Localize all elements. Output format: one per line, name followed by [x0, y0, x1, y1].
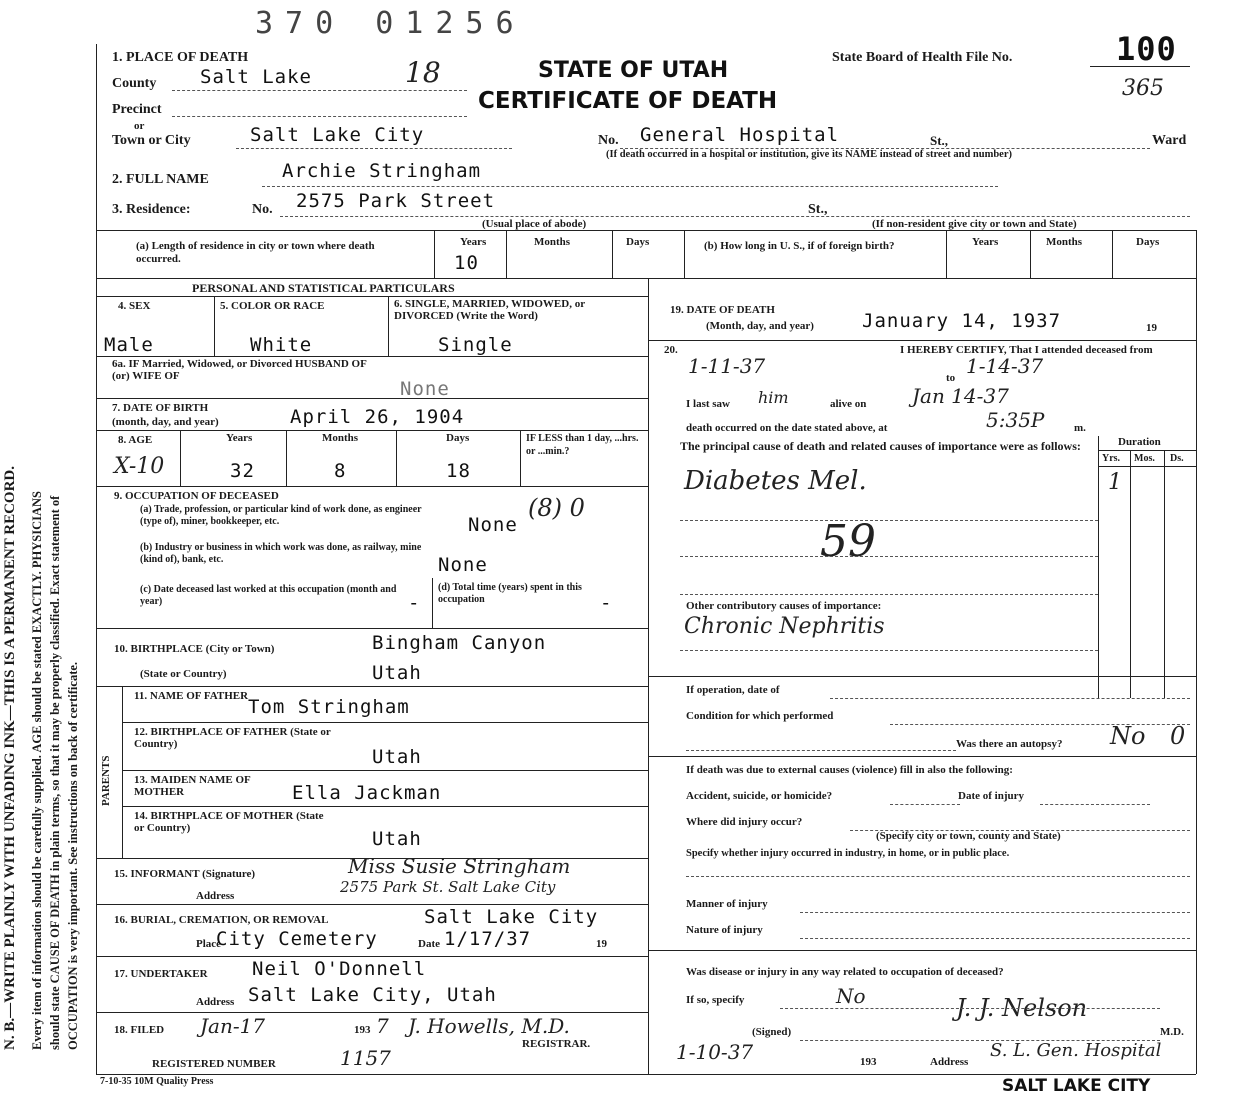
autopsy-code: 0 — [1170, 722, 1186, 750]
county-code: 18 — [405, 56, 441, 89]
certify-number: 20. — [664, 344, 678, 356]
last-saw-who: him — [758, 388, 789, 407]
death-year-prefix: 19 — [1146, 322, 1157, 334]
registered-number-value: 1157 — [340, 1046, 391, 1070]
father-value: Tom Stringham — [248, 696, 410, 718]
father-label: 11. NAME OF FATHER — [134, 690, 249, 702]
state-heading: STATE OF UTAH — [538, 58, 729, 83]
operation-label: If operation, date of — [686, 684, 780, 696]
state-file-label: State Board of Health File No. — [832, 50, 1013, 65]
printer-footer: 7-10-35 10M Quality Press — [100, 1076, 214, 1087]
autopsy-label: Was there an autopsy? — [956, 738, 1063, 750]
burial-place-value: City Cemetery — [216, 928, 378, 950]
informant-signature: Miss Susie Stringham — [348, 854, 571, 878]
burial-date-label: Date — [418, 938, 440, 950]
registrar-signature: J. Howells, M.D. — [408, 1014, 570, 1038]
signed-date: 1-10-37 — [676, 1040, 754, 1064]
sex-value: Male — [104, 334, 154, 356]
duration-header: Duration — [1118, 436, 1161, 448]
external-causes-label: If death was due to external causes (violence) fill in also the following: — [686, 764, 1013, 776]
residence-label: 3. Residence: — [112, 202, 191, 217]
death-date-value: January 14, 1937 — [862, 310, 1062, 332]
attended-from: 1-11-37 — [688, 354, 766, 378]
injury-date-label: Date of injury — [958, 790, 1024, 802]
duration-ds-header: Ds. — [1170, 453, 1184, 464]
parents-side-label: PARENTS — [100, 755, 112, 806]
hospital-note: (If death occurred in a hospital or institution, give its NAME instead of street and number) — [606, 149, 1013, 160]
last-saw-label: I last saw — [686, 398, 731, 410]
residence-years-value: 10 — [454, 252, 479, 274]
ward-label: Ward — [1152, 133, 1187, 148]
residence-st-label: St., — [808, 202, 828, 217]
filed-year: 7 — [376, 1014, 389, 1038]
marital-value: Single — [438, 334, 513, 356]
death-date-label: 19. DATE OF DEATH — [670, 304, 775, 316]
undertaker-address: Salt Lake City, Utah — [248, 984, 497, 1006]
registered-number-label: REGISTERED NUMBER — [152, 1058, 276, 1070]
color-value: White — [250, 334, 313, 356]
full-name-value: Archie Stringham — [282, 160, 482, 182]
spouse-value: None — [400, 378, 450, 400]
less-than-day-label: IF LESS than 1 day, ...hrs. or ...min.? — [526, 433, 639, 457]
other-causes-value: Chronic Nephritis — [684, 614, 885, 639]
accident-label: Accident, suicide, or homicide? — [686, 790, 833, 802]
burial-value: Salt Lake City — [424, 906, 599, 928]
age-label: 8. AGE — [118, 434, 153, 446]
occupation-b-value: None — [438, 554, 488, 576]
alive-on-label: alive on — [830, 398, 867, 410]
occupation-c-value: - — [408, 592, 421, 614]
mother-value: Ella Jackman — [292, 782, 442, 804]
other-causes-label: Other contributory causes of importance: — [686, 600, 882, 612]
years-header: Years — [460, 236, 487, 248]
or-label: or — [134, 120, 145, 132]
specify-injury-label: Specify whether injury occurred in industry, in home, or in public place. — [686, 848, 1010, 859]
m-label: m. — [1074, 422, 1086, 434]
cause-code: 59 — [820, 516, 876, 567]
occupation-code: (8) 0 — [528, 494, 585, 522]
father-birthplace-value: Utah — [372, 746, 422, 768]
precinct-label: Precinct — [112, 102, 162, 117]
st-label: St., — [930, 133, 949, 148]
handwritten-file-number: 365 — [1122, 76, 1164, 101]
cause-label: The principal cause of death and related causes of importance were as follows: — [680, 439, 1081, 453]
margin-warning: N. B.—WRITE PLAINLY WITH UNFADING INK—THIS IS A PERMANENT RECORD. — [2, 466, 18, 1050]
nonresident-note: (If non-resident give city or town and State) — [872, 218, 1077, 230]
margin-line-3: should state CAUSE OF DEATH in plain terms, so that it may be properly classified. Exact statement of — [48, 495, 62, 1050]
condition-label: Condition for which performed — [686, 710, 834, 722]
registrar-label: REGISTRAR. — [522, 1038, 591, 1050]
foreign-birth-label: (b) How long in U. S., if of foreign birth? — [704, 240, 895, 252]
last-saw-date: Jan 14-37 — [912, 384, 1009, 408]
county-label: County — [112, 76, 157, 91]
father-birthplace-label: 12. BIRTHPLACE OF FATHER (State or Country) — [134, 726, 331, 750]
margin-line-2: Every item of information should be carefully supplied. AGE should be stated EXACTLY. PHYSICIANS — [30, 491, 44, 1050]
institution-value: General Hospital — [640, 124, 840, 146]
occupation-c-label: (c) Date deceased last worked at this occupation (month and year) — [140, 584, 397, 607]
signed-label: (Signed) — [752, 1026, 792, 1038]
physician-signature: J. J. Nelson — [956, 994, 1088, 1022]
informant-address-label: Address — [196, 890, 235, 902]
birth-state-value: Utah — [372, 662, 422, 684]
mother-birthplace-label: 14. BIRTHPLACE OF MOTHER (State or Country) — [134, 810, 324, 834]
duration-yrs-header: Yrs. — [1102, 453, 1121, 464]
death-time-label: death occurred on the date stated above, at — [686, 422, 888, 434]
manner-label: Manner of injury — [686, 898, 768, 910]
burial-place-label: Place — [196, 938, 222, 950]
age-years-value: 32 — [230, 460, 255, 482]
place-of-death-label: 1. PLACE OF DEATH — [112, 50, 249, 65]
color-label: 5. COLOR OR RACE — [220, 300, 325, 312]
occupation-label: 9. OCCUPATION OF DECEASED — [114, 490, 279, 502]
serial-number: 370 01256 — [255, 6, 526, 41]
undertaker-value: Neil O'Donnell — [252, 958, 427, 980]
autopsy-value: No — [1110, 722, 1146, 750]
filed-label: 18. FILED — [114, 1024, 165, 1036]
birthplace-value: Bingham Canyon — [372, 632, 547, 654]
birth-state-label: (State or Country) — [140, 668, 227, 680]
burial-year-prefix: 19 — [596, 938, 607, 950]
to-label: to — [946, 372, 956, 384]
birthplace-label: 10. BIRTHPLACE (City or Town) — [114, 643, 275, 655]
nature-label: Nature of injury — [686, 924, 763, 936]
abode-note: (Usual place of abode) — [482, 218, 587, 230]
county-value: Salt Lake — [200, 66, 312, 88]
dob-value: April 26, 1904 — [290, 406, 465, 428]
residence-no-label: No. — [252, 202, 273, 217]
dob-sub-label: (month, day, and year) — [112, 416, 219, 428]
occupation-a-label: (a) Trade, profession, or particular kind of work done, as engineer (type of), miner, bookkeeper, etc. — [140, 504, 422, 527]
occupation-b-label: (b) Industry or business in which work was done, as railway, mine (kind of), bank, etc. — [140, 542, 422, 565]
death-time-value: 5:35P — [986, 408, 1045, 432]
occupation-d-label: (d) Total time (years) spent in this occupation — [438, 582, 582, 605]
dob-label: 7. DATE OF BIRTH — [112, 402, 209, 414]
us-months-header: Months — [1046, 236, 1083, 248]
where-injury-label: Where did injury occur? — [686, 816, 803, 828]
town-label: Town or City — [112, 133, 191, 148]
attended-to: 1-14-37 — [966, 354, 1044, 378]
occupation-related-label: Was disease or injury in any way related to occupation of deceased? — [686, 966, 1004, 978]
us-days-header: Days — [1136, 236, 1160, 248]
duration-years-value: 1 — [1108, 470, 1122, 495]
occupation-d-value: - — [600, 592, 613, 614]
no-label: No. — [598, 133, 619, 148]
cause-value: Diabetes Mel. — [684, 466, 867, 496]
duration-mos-header: Mos. — [1134, 453, 1155, 464]
state-file-number: 100 — [1116, 30, 1177, 68]
undertaker-address-label: Address — [196, 996, 235, 1008]
us-years-header: Years — [972, 236, 999, 248]
undertaker-label: 17. UNDERTAKER — [114, 968, 208, 980]
if-so-value: No — [836, 984, 866, 1008]
filed-year-prefix: 193 — [354, 1024, 371, 1036]
burial-date-value: 1/17/37 — [444, 928, 532, 950]
residence-value: 2575 Park Street — [296, 190, 496, 212]
spouse-label: 6a. IF Married, Widowed, or Divorced HUSBAND OF (or) WIFE OF — [112, 358, 367, 382]
margin-line-4: OCCUPATION is very important. See instructions on back of certificate. — [66, 661, 80, 1050]
md-label: M.D. — [1160, 1026, 1184, 1038]
full-name-label: 2. FULL NAME — [112, 172, 209, 187]
age-months-value: 8 — [334, 460, 347, 482]
city-stamp: SALT LAKE CITY — [1002, 1076, 1151, 1096]
age-years-header: Years — [226, 432, 253, 444]
burial-label: 16. BURIAL, CREMATION, OR REMOVAL — [114, 914, 329, 926]
marital-label: 6. SINGLE, MARRIED, WIDOWED, or DIVORCED (Write the Word) — [394, 298, 585, 322]
informant-address: 2575 Park St. Salt Lake City — [340, 878, 556, 896]
death-date-sub: (Month, day, and year) — [706, 320, 814, 332]
occupation-a-value: None — [468, 514, 518, 536]
physician-address: S. L. Gen. Hospital — [990, 1040, 1162, 1061]
town-value: Salt Lake City — [250, 124, 425, 146]
months-header: Months — [534, 236, 571, 248]
mother-birthplace-value: Utah — [372, 828, 422, 850]
certify-text: I HEREBY CERTIFY, That I attended deceased from — [900, 344, 1153, 356]
physician-address-label: Address — [930, 1056, 969, 1068]
certificate-title: CERTIFICATE OF DEATH — [478, 88, 778, 114]
filed-date: Jan-17 — [200, 1014, 266, 1038]
days-header: Days — [626, 236, 650, 248]
residence-length-label: (a) Length of residence in city or town where death occurred. — [136, 240, 375, 265]
age-days-header: Days — [446, 432, 470, 444]
informant-label: 15. INFORMANT (Signature) — [114, 868, 256, 880]
age-months-header: Months — [322, 432, 359, 444]
age-days-value: 18 — [446, 460, 471, 482]
sex-label: 4. SEX — [118, 300, 151, 312]
mother-label: 13. MAIDEN NAME OF MOTHER — [134, 774, 251, 798]
if-so-label: If so, specify — [686, 994, 745, 1006]
signed-year-prefix: 193 — [860, 1056, 877, 1068]
personal-header: PERSONAL AND STATISTICAL PARTICULARS — [192, 281, 455, 295]
where-injury-note: (Specify city or town, county and State) — [876, 830, 1061, 842]
age-mark: X-10 — [114, 454, 165, 479]
